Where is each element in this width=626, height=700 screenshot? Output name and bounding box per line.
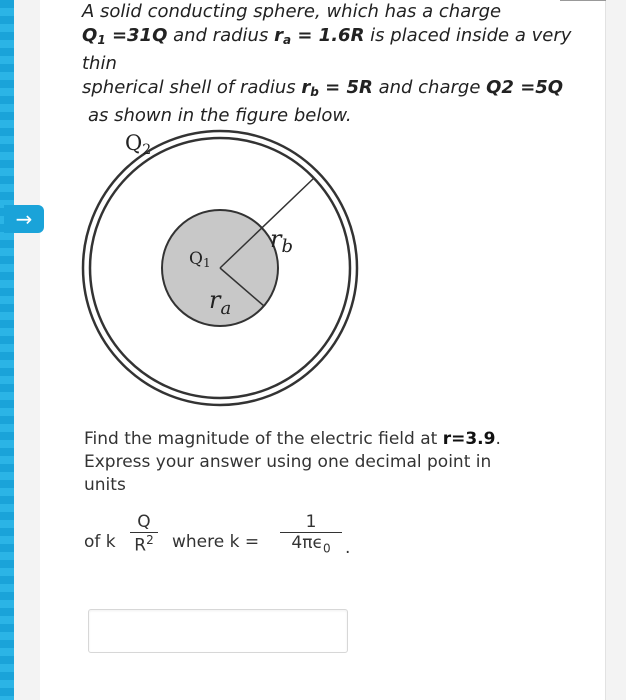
r-exponent: 2	[146, 533, 154, 547]
problem-text-fragment: spherical shell of radius	[82, 76, 302, 98]
problem-line-3: thin	[82, 53, 117, 74]
rb-value: = 5R	[318, 76, 373, 98]
question-fragment: .	[495, 429, 501, 449]
rb-label: $r_b$	[270, 225, 294, 257]
problem-text-fragment: and radius	[167, 24, 275, 46]
question-line-2: Express your answer using one decimal point in	[84, 452, 492, 472]
problem-text-fragment: is placed inside a very	[364, 24, 572, 46]
formula-period: .	[345, 538, 351, 558]
question-fragment: Find the magnitude of the electric field at	[84, 429, 443, 449]
fraction-numerator-q: Q	[137, 512, 151, 532]
arrow-right-icon: →	[15, 207, 33, 231]
q1-symbol: Q	[82, 24, 98, 46]
ra-subscript: a	[282, 32, 292, 47]
one-over-4pi-eps-fraction	[280, 512, 342, 555]
q2-label: Q2	[125, 131, 152, 158]
r-value: r=3.9	[442, 429, 496, 449]
fraction-denominator-4pi-eps	[280, 533, 342, 555]
problem-line-1: A solid conducting sphere, which has a charge	[82, 1, 502, 22]
rb-subscript: b	[310, 84, 319, 99]
question-text	[84, 428, 554, 497]
question-line-1	[84, 428, 554, 451]
q1-label: Q1	[189, 249, 211, 270]
epsilon-subscript: 0	[322, 541, 331, 556]
problem-statement	[82, 0, 582, 128]
answer-input[interactable]	[88, 609, 348, 653]
of-k-text: of k	[84, 532, 116, 552]
next-arrow-button[interactable]	[4, 205, 44, 233]
units-formula	[84, 510, 484, 580]
r-symbol: R	[134, 535, 147, 556]
problem-line-4	[82, 76, 582, 105]
four-pi-epsilon: 4πϵ	[291, 533, 323, 553]
left-decorative-strip	[0, 0, 14, 700]
q-over-r2-fraction	[130, 512, 158, 556]
q1-subscript: 1	[97, 32, 106, 47]
problem-line-5: as shown in the figure below.	[88, 105, 352, 126]
fraction-denominator-r2	[130, 533, 158, 556]
problem-text-fragment: and charge	[372, 76, 487, 98]
q2-value: Q2 =5Q	[486, 76, 564, 98]
right-panel-edge	[605, 0, 626, 700]
ra-label: $r_a$	[209, 286, 232, 319]
fraction-numerator-one: 1	[305, 512, 317, 532]
question-line-3: units	[84, 475, 126, 495]
q1-value: =31Q	[105, 24, 168, 46]
rb-symbol: r	[301, 76, 311, 98]
ra-symbol: r	[274, 24, 283, 46]
ra-value: = 1.6R	[291, 24, 365, 46]
side-panel	[14, 0, 40, 700]
where-k-text: where k =	[172, 532, 260, 552]
sphere-shell-diagram	[60, 120, 380, 420]
problem-line-2	[82, 24, 582, 53]
